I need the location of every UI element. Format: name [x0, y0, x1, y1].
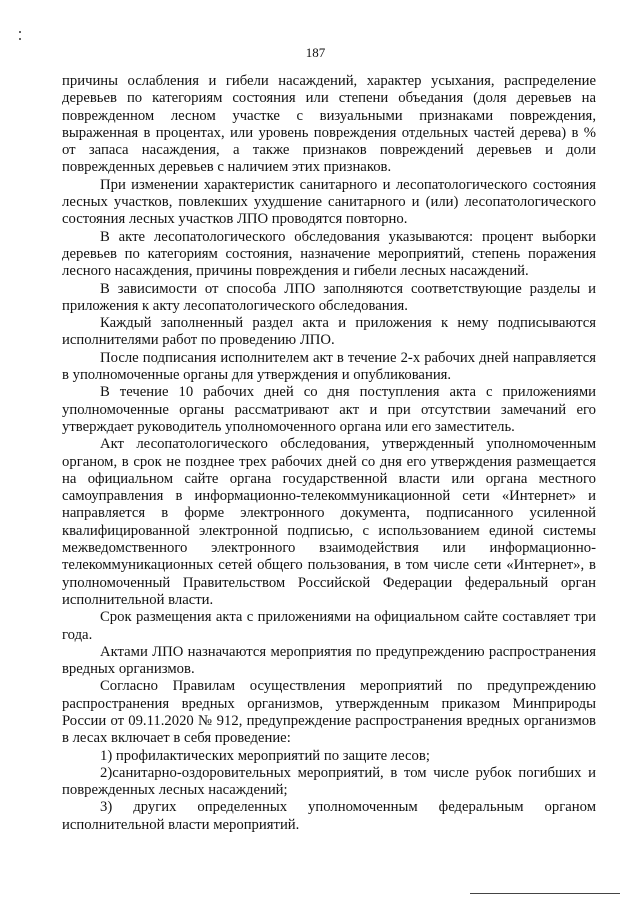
paragraph: В акте лесопатологического обследования указываются: процент выборки деревьев по категориям состояния, назначение мероприятий, степень поражения лесного насаждения, причины повреждения и гибели лесных насаждений.: [62, 228, 596, 280]
list-item: 1) профилактических мероприятий по защите лесов;: [100, 747, 430, 764]
paragraph: Акт лесопатологического обследования, утвержденный уполномоченным органом, в срок не позднее трех рабочих дней со дня его утверждения размещается на официальном сайте органа государственной власти или органа местного самоуправления в информационно-телекоммуникационной сети «Интернет» и направляется в форме электронного документа, подписанного усиленной квалифицированной электронной подписью, с использованием единой системы межведомственного электронного взаимодействия или информационно-телекоммуникационных сетей общего пользования, в том числе сети «Интернет», в уполномоченный Правительством Российской Федерации федеральный орган исполнительной власти.: [62, 436, 596, 608]
page-number: 187: [305, 45, 326, 60]
paragraph: Срок размещения акта с приложениями на официальном сайте составляет три года.: [62, 609, 596, 643]
paragraph: В течение 10 рабочих дней со дня поступления акта с приложениями уполномоченные органы рассматривают акт и при отсутствии замечаний его утверждает руководитель уполномоченного органа или его заместитель.: [62, 384, 596, 435]
scan-edge-line: [470, 893, 620, 894]
paragraph: Согласно Правилам осуществления мероприятий по предупреждению распространения вредных организмов, утвержденным приказом Минприроды России от 09.11.2020 № 912, предупреждение распространения вредных организмов в лесах включает в себя проведение:: [62, 678, 596, 747]
list-item: 2)санитарно-оздоровительных мероприятий, в том числе рубок погибших и поврежденных лесных насаждений;: [62, 764, 596, 799]
paragraph: После подписания исполнителем акт в течение 2-х рабочих дней направляется в уполномоченные органы для утверждения и опубликования.: [62, 349, 596, 384]
scan-mark-top-left: [19, 38, 21, 40]
paragraph: причины ослабления и гибели насаждений, характер усыхания, распределение деревьев по категориям состояния или степени объедания (доля деревьев на поврежденном лесном участке с визуальными признаками повреждения, выраженная в процентах, или уровень повреждения отдельных частей дерева) в % от запаса насаждения, а также признаков повреждений деревьев и доли поврежденных деревьев с наличием этих признаков.: [62, 73, 596, 176]
document-body: [62, 73, 596, 834]
paragraph: При изменении характеристик санитарного и лесопатологического состояния лесных участков, повлекших ухудшение санитарного и (или) лесопатологического состояния лесных участков ЛПО проводятся повторно.: [62, 176, 596, 228]
list-item: 3) других определенных уполномоченным федеральным органом исполнительной власти мероприятий.: [62, 799, 596, 833]
paragraph: Каждый заполненный раздел акта и приложения к нему подписываются исполнителями работ по проведению ЛПО.: [62, 315, 596, 349]
paragraph: Актами ЛПО назначаются мероприятия по предупреждению распространения вредных организмов.: [62, 643, 596, 678]
scan-mark-top-left: [19, 31, 21, 33]
paragraph: В зависимости от способа ЛПО заполняются соответствующие разделы и приложения к акту лесопатологического обследования.: [62, 280, 596, 314]
